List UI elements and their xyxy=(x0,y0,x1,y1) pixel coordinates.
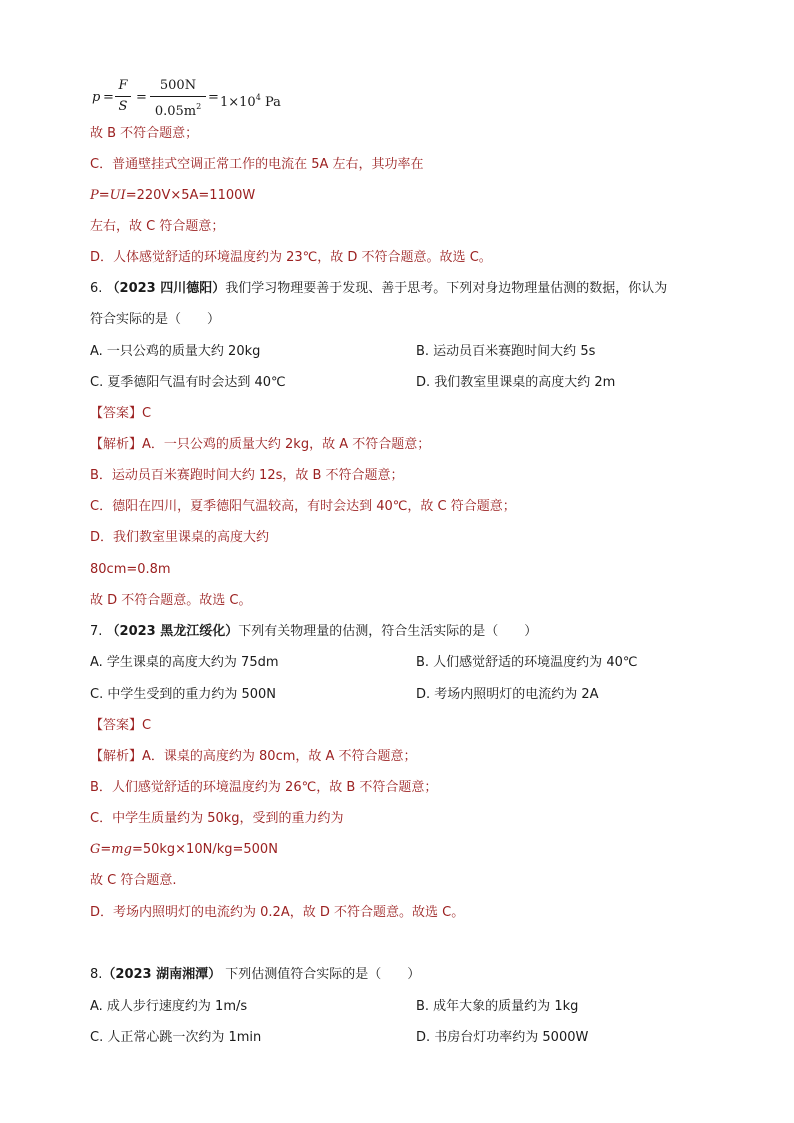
question-6-stem xyxy=(90,279,667,299)
analysis-line: 故 B 不符合题意； xyxy=(90,126,199,141)
formula-eq: = xyxy=(136,90,147,105)
analysis-tag: 【解析】 xyxy=(90,749,143,764)
analysis-line: 故 C 符合题意. xyxy=(90,873,177,888)
q7-option-d: D. 考场内照明灯的电流约为 2A xyxy=(416,687,599,702)
frac-numerator: 500N xyxy=(150,78,206,97)
q6-option-a: A. 一只公鸡的质量大约 20kg xyxy=(90,344,261,359)
q6-analysis xyxy=(90,435,430,455)
question-number: 6. xyxy=(90,281,103,296)
analysis-line: C．普通壁挂式空调正常工作的电流在 5A 左右，其功率在 xyxy=(90,157,424,172)
question-8-stem xyxy=(90,965,420,985)
q6-answer: 【答案】C xyxy=(90,406,152,421)
q8-option-c: C. 人正常心跳一次约为 1min xyxy=(90,1030,262,1045)
frac-denominator xyxy=(150,97,206,120)
q7-option-b: B. 人们感觉舒适的环境温度约为 40℃ xyxy=(416,655,638,670)
question-text: 下列估测值符合实际的是（ ） xyxy=(221,967,421,982)
q8-option-b: B. 成年大象的质量约为 1kg xyxy=(416,999,579,1014)
result-exponent: 4 xyxy=(255,93,261,102)
question-number: 7. xyxy=(90,624,103,639)
q7-option-c: C. 中学生受到的重力约为 500N xyxy=(90,687,277,702)
q6-option-c: C. 夏季德阳气温有时会达到 40℃ xyxy=(90,375,286,390)
analysis-line: D．考场内照明灯的电流约为 0.2A，故 D 不符合题意。故选 C。 xyxy=(90,905,465,920)
var: G xyxy=(90,842,101,857)
frac-denominator: S xyxy=(118,99,128,114)
result-coef: 1×10 xyxy=(220,95,256,110)
var: mg xyxy=(111,842,132,857)
analysis-line: 故 D 不符合题意。故选 C。 xyxy=(90,593,252,608)
q6-option-b: B. 运动员百米赛跑时间大约 5s xyxy=(416,344,596,359)
q6-option-d: D. 我们教室里课桌的高度大约 2m xyxy=(416,375,616,390)
question-source: （2023 湖南湘潭） xyxy=(102,967,222,982)
question-source: （2023 黑龙江绥化） xyxy=(106,624,239,639)
question-text: 我们学习物理要善于发现、善于思考。下列对身边物理量估测的数据，你认为 xyxy=(225,281,668,296)
eq: = xyxy=(98,188,110,203)
analysis-tag: 【解析】 xyxy=(90,437,143,452)
analysis-line: D．人体感觉舒适的环境温度约为 23℃，故 D 不符合题意。故选 C。 xyxy=(90,250,492,265)
analysis-text: A．一只公鸡的质量大约 2kg，故 A 不符合题意； xyxy=(142,437,431,452)
analysis-line: 左右，故 C 符合题意； xyxy=(90,219,225,234)
analysis-line: D．我们教室里课桌的高度大约 xyxy=(90,530,270,545)
var: P xyxy=(90,188,99,203)
analysis-line: C．德阳在四川，夏季德阳气温较高，有时会达到 40℃，故 C 符合题意； xyxy=(90,499,516,514)
formula-frac-fs xyxy=(115,78,131,115)
analysis-text: A．课桌的高度约为 80cm，故 A 不符合题意； xyxy=(142,749,417,764)
formula-line: 80cm=0.8m xyxy=(90,562,171,577)
formula-line xyxy=(90,840,278,860)
question-number: 8. xyxy=(90,967,103,982)
formula-lhs: p xyxy=(92,90,101,105)
q8-option-a: A. 成人步行速度约为 1m/s xyxy=(90,999,248,1014)
formula-line xyxy=(90,186,255,206)
formula-frac-values xyxy=(150,78,206,120)
analysis-line: C．中学生质量约为 50kg，受到的重力约为 xyxy=(90,811,344,826)
q7-option-a: A. 学生课桌的高度大约为 75dm xyxy=(90,655,279,670)
eq: = xyxy=(100,842,112,857)
analysis-line: B．运动员百米赛跑时间大约 12s，故 B 不符合题意； xyxy=(90,468,404,483)
var: UI xyxy=(109,188,126,203)
frac-den-base: 0.05m xyxy=(154,104,197,119)
formula-eq: = xyxy=(103,90,114,105)
result-unit: Pa xyxy=(264,95,281,110)
question-7-stem xyxy=(90,622,537,642)
formula-result xyxy=(220,88,281,113)
analysis-line: B．人们感觉舒适的环境温度约为 26℃，故 B 不符合题意； xyxy=(90,780,438,795)
question-source: （2023 四川德阳） xyxy=(106,281,226,296)
q8-option-d: D. 书房台灯功率约为 5000W xyxy=(416,1030,589,1045)
q7-analysis xyxy=(90,747,417,767)
q7-answer: 【答案】C xyxy=(90,718,152,733)
frac-numerator: F xyxy=(115,78,131,97)
formula-eq: = xyxy=(208,90,219,105)
formula-rest: =50kg×10N/kg=500N xyxy=(131,842,278,857)
question-text: 下列有关物理量的估测，符合生活实际的是（ ） xyxy=(238,624,538,639)
question-6-stem-cont: 符合实际的是（ ） xyxy=(90,312,221,327)
frac-den-exponent: 2 xyxy=(196,102,202,111)
formula-rest: =220V×5A=1100W xyxy=(125,188,256,203)
